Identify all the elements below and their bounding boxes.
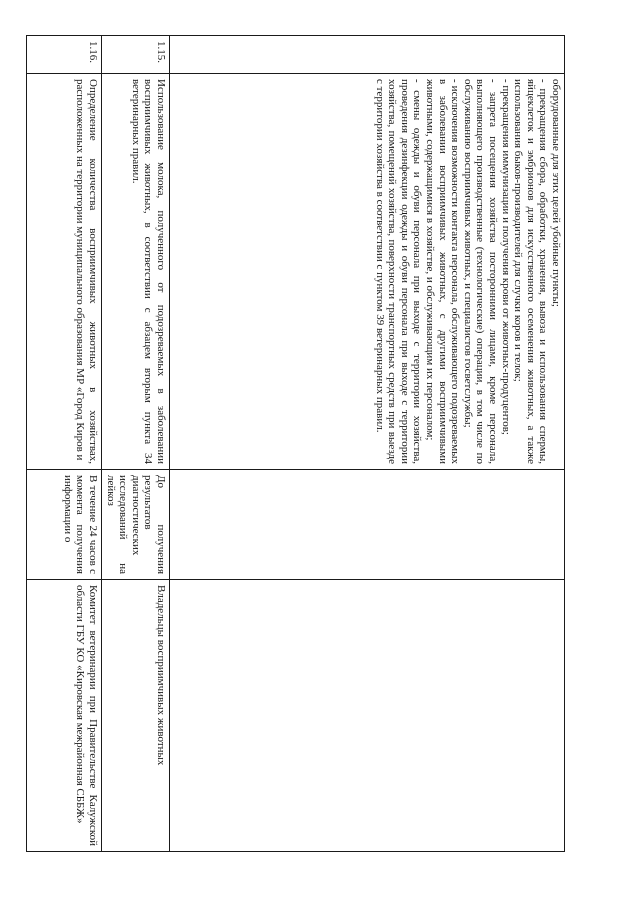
responsible-cell: Владельцы восприимчивых животных [102,580,170,852]
row-number-cell: 1.16. [27,36,102,74]
term-cell [170,470,565,580]
measure-cell [170,74,565,470]
table-row-1-16 [27,36,102,852]
term-cell: До получения результатов диагностических исследований на лейкоз [102,470,170,580]
measures-table [26,35,565,852]
measure-paragraph: оборудованные для этих целей убойные пункты; [550,79,562,307]
table-row-1-15 [102,36,170,852]
measure-cell [102,74,170,470]
table-row-continued [170,36,565,852]
row-number-cell [170,36,565,74]
measure-paragraph: Использование молока, полученного от подозреваемых в заболевании восприимчивых животных, в соответствии с абзацем вторым пункта 34 ветеринарных правил. [129,79,167,464]
rotated-page [45,35,565,851]
measure-paragraph: Определение количества восприимчивых животных в хозяйствах, расположенных на территории муниципального образования МР «Город Киров и [74,79,100,464]
measure-paragraph: - прекращения сбора, обработки, хранения, вывоза и использования спермы, яйцеклеток и эмбрионов для искусственного осеменения животных, а также использования быков-производителей для случки коров и телок; [512,79,550,464]
measure-paragraph: - запрета посещения хозяйства посторонними лицами, кроме персонала, выполняющего производственные (технологические) операции, в том числе по обслуживанию восприимчивых животных, и специалистов госветслужбы; [461,79,500,464]
row-number-cell: 1.15. [102,36,170,74]
term-cell: В течение 24 часов с момента получения информации о [27,470,102,580]
responsible-cell: Комитет ветеринарии при Правительстве Калужской области ГБУ КО «Кировская межрайонная СББЖ» [27,580,102,852]
responsible-cell [170,580,565,852]
measure-cell [27,74,102,470]
measure-paragraph: - смены одежды и обуви персонала при выходе с территории хозяйства, проведения дезинфекции одежды и обуви персонала при выходе с территории хозяйства, помещений хозяйства, поверхности транспортных средств при выезде с территории хозяйства в соответствии с пунктом 39 ветеринарных правил. [373,79,424,464]
measure-paragraph: - прекращения иммунизации и получения крови от животных-продуцентов; [499,79,512,435]
measure-paragraph: - исключения возможности контакта персонала, обслуживающего подозреваемых в заболевании восприимчивых животных, с другими восприимчивыми животными, содержащимися в хозяйстве, и обслуживающим их персоналом; [424,79,462,464]
